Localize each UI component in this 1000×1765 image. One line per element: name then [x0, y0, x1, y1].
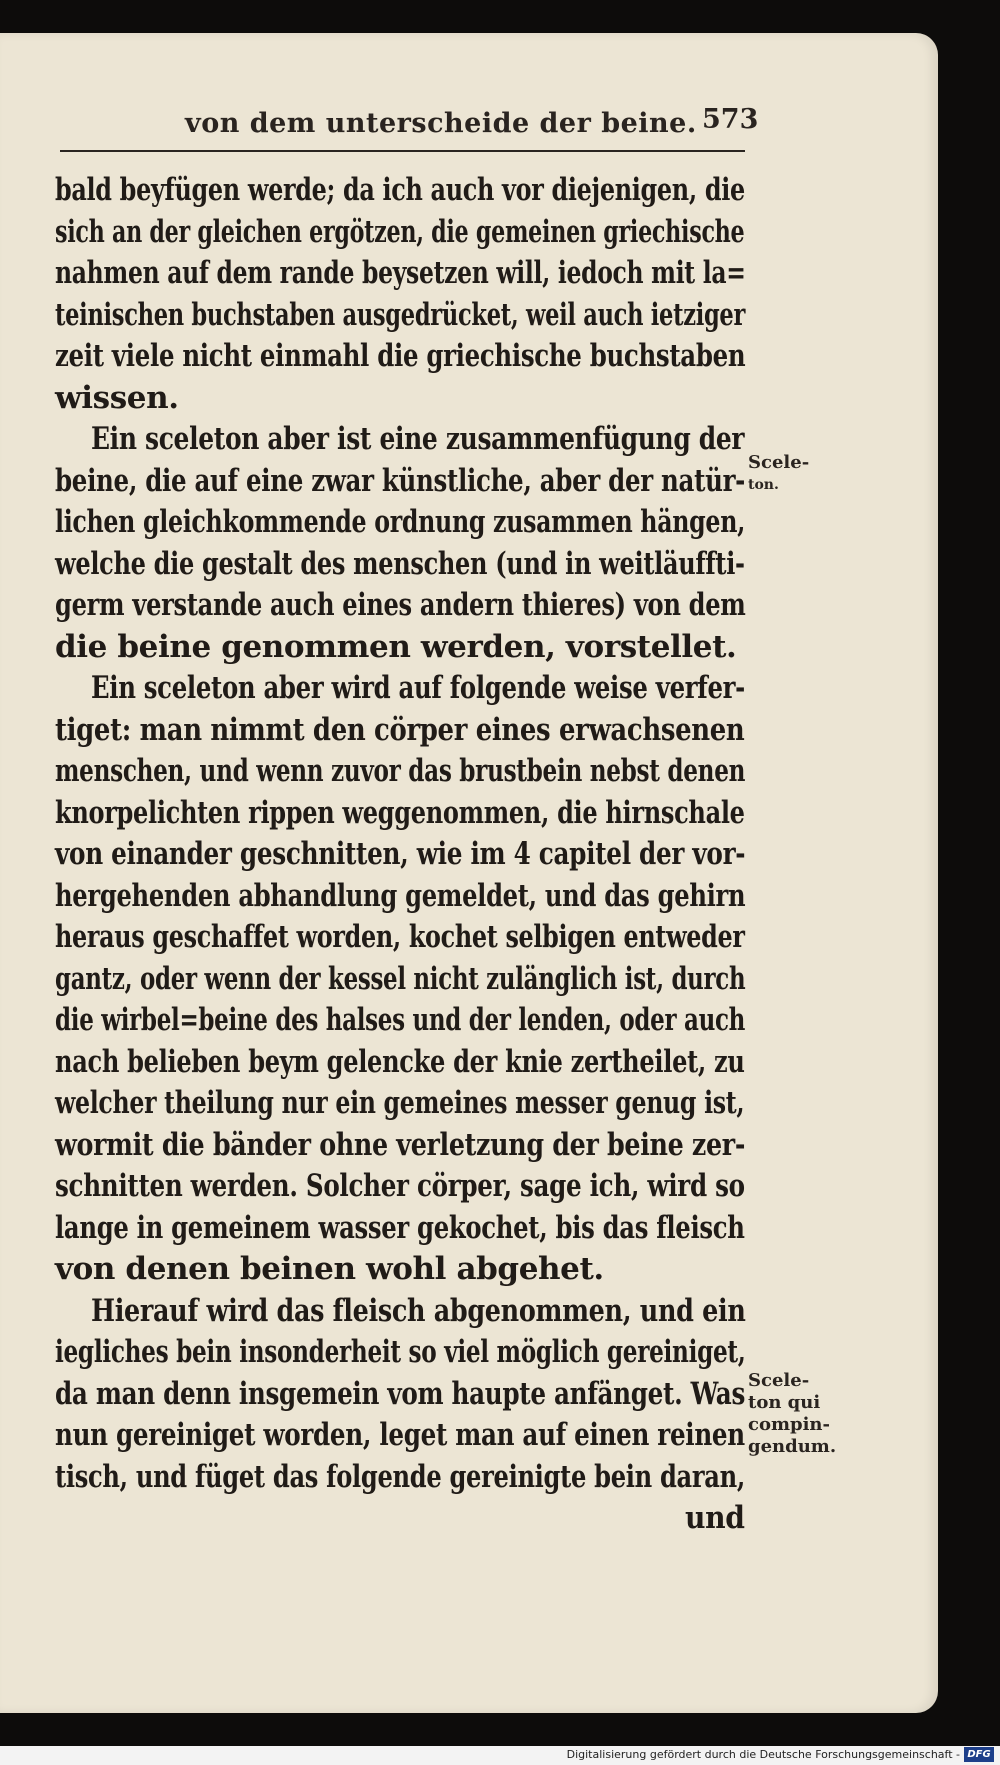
text-line: knorpelichten rippen weggenommen, die hirnschale — [55, 794, 745, 831]
text-line: wissen. — [55, 379, 179, 416]
text-line: gantz, oder wenn der kessel nicht zulänglich ist, durch — [55, 960, 746, 997]
text-line: iegliches bein insonderheit so viel möglich gereiniget, — [55, 1334, 746, 1370]
running-head: von dem unterscheide der beine. — [185, 108, 697, 139]
text-line: von einander geschnitten, wie im 4 capitel der vor- — [55, 836, 746, 872]
digitization-credit: Digitalisierung gefördert durch die Deutsche Forschungsgemeinschaft - — [566, 1748, 960, 1761]
page-number: 573 — [702, 104, 759, 135]
text-line: wormit die bänder ohne verletzung der beine zer- — [55, 1126, 746, 1163]
text-line: tiget: man nimmt den cörper eines erwachsenen — [55, 711, 745, 748]
text-line: lichen gleichkommende ordnung zusammen hängen, — [55, 504, 746, 540]
text-line: nahmen auf dem rande beysetzen will, iedoch mit la= — [55, 255, 746, 291]
text-line: lange in gemeinem wasser gekochet, bis das fleisch — [55, 1209, 745, 1246]
margin-note-line: gendum. — [748, 1436, 837, 1457]
text-line: nun gereiniget worden, leget man auf einen reinen — [55, 1417, 745, 1453]
text-line: Ein sceleton aber ist eine zusammenfügung der — [91, 421, 745, 457]
text-line: welcher theilung nur ein gemeines messer genug ist, — [55, 1085, 745, 1121]
margin-note-line: ton. — [748, 477, 779, 493]
text-line: schnitten werden. Solcher cörper, sage ich, wird so — [55, 1168, 745, 1204]
text-line: germ verstande auch eines andern thieres) von dem — [55, 587, 746, 623]
header-rule — [60, 150, 745, 152]
text-line: Ein sceleton aber wird auf folgende weise verfer- — [91, 670, 745, 706]
text-line: zeit viele nicht einmahl die griechische buchstaben — [55, 338, 746, 374]
text-line: nach belieben beym gelencke der knie zertheilet, zu — [55, 1043, 745, 1080]
text-line: sich an der gleichen ergötzen, die gemeinen griechische — [55, 213, 745, 250]
text-line: von denen beinen wohl abgehet. — [55, 1251, 604, 1287]
margin-note-sceleton — [748, 452, 809, 496]
text-line: hergehenden abhandlung gemeldet, und das gehirn — [55, 877, 746, 914]
text-line: heraus geschaffet worden, kochet selbigen entweder — [55, 919, 745, 955]
text-line: welche die gestalt des menschen (und in weitläuffti- — [55, 545, 745, 582]
margin-note-line: compin- — [748, 1414, 830, 1435]
margin-note-line: Scele- — [748, 1370, 810, 1391]
text-line: menschen, und wenn zuvor das brustbein nebst denen — [55, 753, 746, 789]
text-line: tisch, und füget das folgende gereinigte bein daran, — [55, 1458, 745, 1495]
text-line: und — [685, 1500, 745, 1536]
margin-note-line: ton qui — [748, 1392, 821, 1413]
text-line: die wirbel=beine des halses und der lenden, oder auch — [55, 1002, 746, 1038]
text-line: beine, die auf eine zwar künstliche, aber der natür- — [55, 462, 746, 499]
text-line: teinischen buchstaben ausgedrücket, weil auch ietziger — [55, 296, 746, 333]
text-line: Hierauf wird das fleisch abgenommen, und ein — [91, 1292, 746, 1329]
dfg-logo: DFG — [964, 1747, 994, 1762]
text-line: bald beyfügen werde; da ich auch vor diejenigen, die — [55, 172, 745, 208]
text-line: die beine genommen werden, vorstellet. — [55, 628, 737, 665]
margin-note-line: Scele- — [748, 452, 810, 473]
text-line: da man denn insgemein vom haupte anfänget. Was — [55, 1375, 746, 1412]
margin-note-sceleton-qui-compingendum — [748, 1370, 836, 1458]
